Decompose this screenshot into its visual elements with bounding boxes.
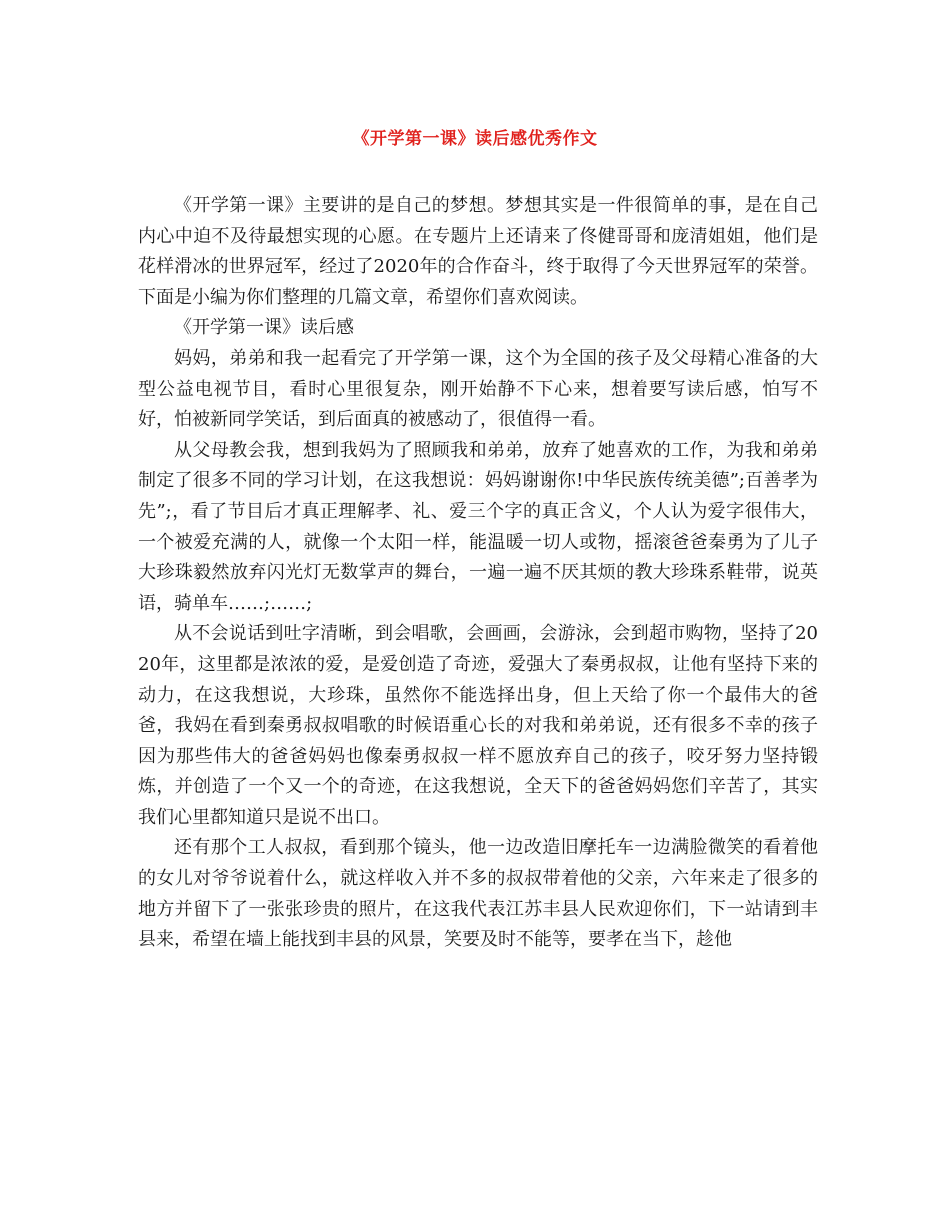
paragraph: 从父母教会我，想到我妈为了照顾我和弟弟，放弃了她喜欢的工作，为我和弟弟制定了很多不同的学习计划，在这我想说：妈妈谢谢你!中华民族传统美德”;百善孝为先”;，看了节目后才真正理解孝、礼、爱三个字的真正含义，个人认为爱字很伟大，一个被爱充满的人，就像一个太阳一样，能温暖一切人或物，摇滚爸爸秦勇为了儿子大珍珠毅然放弃闪光灯无数掌声的舞台，一遍一遍不厌其烦的教大珍珠系鞋带，说英语，骑单车……;……; [138,439,818,614]
paragraph: 妈妈，弟弟和我一起看完了开学第一课，这个为全国的孩子及父母精心准备的大型公益电视节目，看时心里很复杂，刚开始静不下心来，想着要写读后感，怕写不好，怕被新同学笑话，到后面真的被感动了，很值得一看。 [138,347,818,431]
paragraph: 还有那个工人叔叔，看到那个镜头，他一边改造旧摩托车一边满脸微笑的看着他的女儿对爷爷说着什么，就这样收入并不多的叔叔带着他的父亲，六年来走了很多的地方并留下了一张张珍贵的照片，在这我代表江苏丰县人民欢迎你们，下一站请到丰县来，希望在墙上能找到丰县的风景，笑要及时不能等，要孝在当下，趁他 [138,837,818,951]
paragraph: 从不会说话到吐字清晰，到会唱歌，会画画，会游泳，会到超市购物，坚持了2020年，这里都是浓浓的爱，是爱创造了奇迹，爱强大了秦勇叔叔，让他有坚持下来的动力，在这我想说，大珍珠，虽然你不能选择出身，但上天给了你一个最伟大的爸爸，我妈在看到秦勇叔叔唱歌的时候语重心长的对我和弟弟说，还有很多不幸的孩子因为那些伟大的爸爸妈妈也像秦勇叔叔一样不愿放弃自己的孩子，咬牙努力坚持锻炼，并创造了一个又一个的奇迹，在这我想说，全天下的爸爸妈妈您们辛苦了，其实我们心里都知道只是说不出口。 [138,623,818,828]
document-title: 《开学第一课》读后感优秀作文 [352,129,598,149]
section-heading: 《开学第一课》读后感 [174,317,354,339]
document-body [138,191,818,956]
paragraph-intro: 《开学第一课》主要讲的是自己的梦想。梦想其实是一件很简单的事，是在自己内心中迫不及待最想实现的心愿。在专题片上还请来了佟健哥哥和庞清姐姐，他们是花样滑冰的世界冠军，经过了2020年的合作奋斗，终于取得了今天世界冠军的荣誉。下面是小编为你们整理的几篇文章，希望你们喜欢阅读。 [138,195,818,308]
